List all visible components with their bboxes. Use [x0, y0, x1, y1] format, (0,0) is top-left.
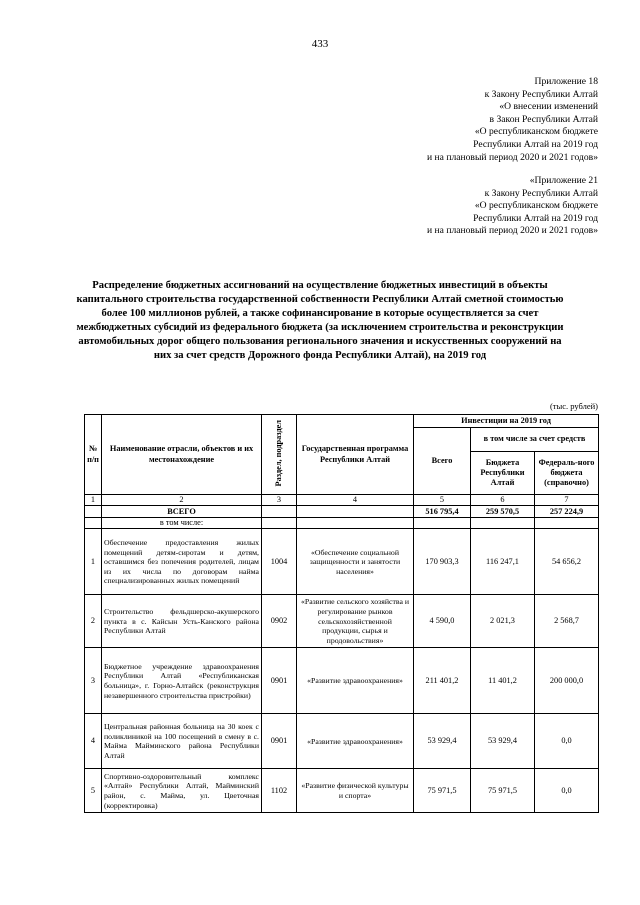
row-budget: 2 021,3	[471, 595, 535, 648]
row-section: 0902	[262, 595, 297, 648]
row-name: Обеспечение предоставления жилых помещений детям-сиротам и детям, оставшимся без попечения родителей, лицам из их числа по договорам найма специализированных жилых помещений	[102, 529, 262, 595]
table-row	[85, 714, 599, 769]
header-section: Раздел, подраздел	[262, 415, 297, 495]
investments-table	[84, 414, 599, 813]
row-section: 1102	[262, 769, 297, 813]
total-label: ВСЕГО	[102, 506, 262, 518]
col-number: 4	[297, 495, 414, 506]
header-num: № п/п	[85, 415, 102, 495]
col-number: 1	[85, 495, 102, 506]
row-num: 4	[85, 714, 102, 769]
appendix-line: Республики Алтай на 2019 год	[473, 212, 598, 224]
row-section: 1004	[262, 529, 297, 595]
appendix-line: «Приложение 21	[529, 175, 598, 186]
row-federal: 0,0	[535, 769, 599, 813]
row-budget: 11 401,2	[471, 648, 535, 714]
col-number: 7	[535, 495, 599, 506]
row-name: Строительство фельдшерско-акушерского пункта в с. Кайсын Усть-Канского района Республики Алтай	[102, 595, 262, 648]
row-program: «Развитие здравоохранения»	[297, 714, 414, 769]
header-total: Всего	[414, 428, 471, 495]
header-budget-ra: Бюджета Республики Алтай	[471, 452, 535, 495]
table-row	[85, 769, 599, 813]
total-budget: 259 570,5	[471, 506, 535, 518]
row-federal: 200 000,0	[535, 648, 599, 714]
appendix-line: Приложение 18	[534, 76, 598, 87]
row-program: «Обеспечение социальной защищенности и занятости населения»	[297, 529, 414, 595]
appendix-line: и на плановый период 2020 и 2021 годов»	[427, 225, 598, 237]
incl-label: в том числе:	[102, 518, 262, 529]
page-number: 433	[311, 38, 329, 50]
column-numbers-row	[85, 495, 599, 506]
col-number: 5	[414, 495, 471, 506]
row-budget: 116 247,1	[471, 529, 535, 595]
appendix-line: к Закону Республики Алтай	[484, 187, 598, 199]
row-total: 4 590,0	[414, 595, 471, 648]
col-number: 2	[102, 495, 262, 506]
row-total: 211 401,2	[414, 648, 471, 714]
table-row	[85, 648, 599, 714]
row-name: Центральная районная больница на 30 коек с поликлиникой на 100 посещений в смену в с. Майма Майминского района Республики Алтай	[102, 714, 262, 769]
table-row	[85, 595, 599, 648]
appendix-line: в Закон Республики Алтай	[489, 113, 598, 125]
row-num: 1	[85, 529, 102, 595]
appendix-line: Республики Алтай на 2019 год	[473, 138, 598, 150]
row-section: 0901	[262, 648, 297, 714]
row-name: Спортивно-оздоровительный комплекс «Алтай» Республики Алтай, Майминский район, с. Майма, ул. Цветочная (корректировка)	[102, 769, 262, 813]
header-federal: Федераль-ного бюджета (справочно)	[535, 452, 599, 495]
row-budget: 53 929,4	[471, 714, 535, 769]
total-value: 516 795,4	[414, 506, 471, 518]
row-num: 2	[85, 595, 102, 648]
appendix-line: к Закону Республики Алтай	[484, 88, 598, 100]
row-federal: 0,0	[535, 714, 599, 769]
row-name: Бюджетное учреждение здравоохранения Республики Алтай «Республиканская больница», г. Горно-Алтайск (реконструкция незавершенного строительства пристройки)	[102, 648, 262, 714]
total-row	[85, 506, 599, 518]
row-federal: 54 656,2	[535, 529, 599, 595]
col-number: 3	[262, 495, 297, 506]
row-total: 53 929,4	[414, 714, 471, 769]
table-row	[85, 529, 599, 595]
appendix-line: «О внесении изменений	[499, 101, 598, 113]
row-section: 0901	[262, 714, 297, 769]
row-total: 170 903,3	[414, 529, 471, 595]
row-federal: 2 568,7	[535, 595, 599, 648]
incl-row	[85, 518, 599, 529]
row-num: 5	[85, 769, 102, 813]
row-program: «Развитие здравоохранения»	[297, 648, 414, 714]
units-label: (тыс. рублей)	[549, 401, 598, 411]
header-name: Наименование отрасли, объектов и их местонахождение	[102, 415, 262, 495]
header-investments: Инвестиции на 2019 год	[414, 415, 599, 428]
appendix-line: «О республиканском бюджете	[474, 126, 598, 138]
row-program: «Развитие физической культуры и спорта»	[297, 769, 414, 813]
header-program: Государственная программа Республики Алтай	[297, 415, 414, 495]
row-total: 75 971,5	[414, 769, 471, 813]
appendix-18-heading	[427, 76, 598, 164]
appendix-line: и на плановый период 2020 и 2021 годов»	[427, 151, 598, 163]
total-federal: 257 224,9	[535, 506, 599, 518]
row-num: 3	[85, 648, 102, 714]
row-budget: 75 971,5	[471, 769, 535, 813]
header-incl: в том числе за счет средств	[471, 428, 599, 452]
row-program: «Развитие сельского хозяйства и регулирование рынков сельскохозяйственной продукции, сырья и продовольствия»	[297, 595, 414, 648]
appendix-21-heading	[427, 175, 598, 238]
appendix-line: «О республиканском бюджете	[474, 200, 598, 212]
document-title: Распределение бюджетных ассигнований на осуществление бюджетных инвестиций в объекты капитального строительства государственной собственности Республики Алтай сметной стоимостью более 100 миллионов рублей, а также софинансирование в которые осуществляется за счет межбюджетных субсидий из федерального бюджета (за исключением строительства и реконструкции автомобильных дорог общего пользования регионального значения и искусственных сооружений на них за счет средств Дорожного фонда Республики Алтай), на 2019 год	[76, 280, 564, 361]
col-number: 6	[471, 495, 535, 506]
